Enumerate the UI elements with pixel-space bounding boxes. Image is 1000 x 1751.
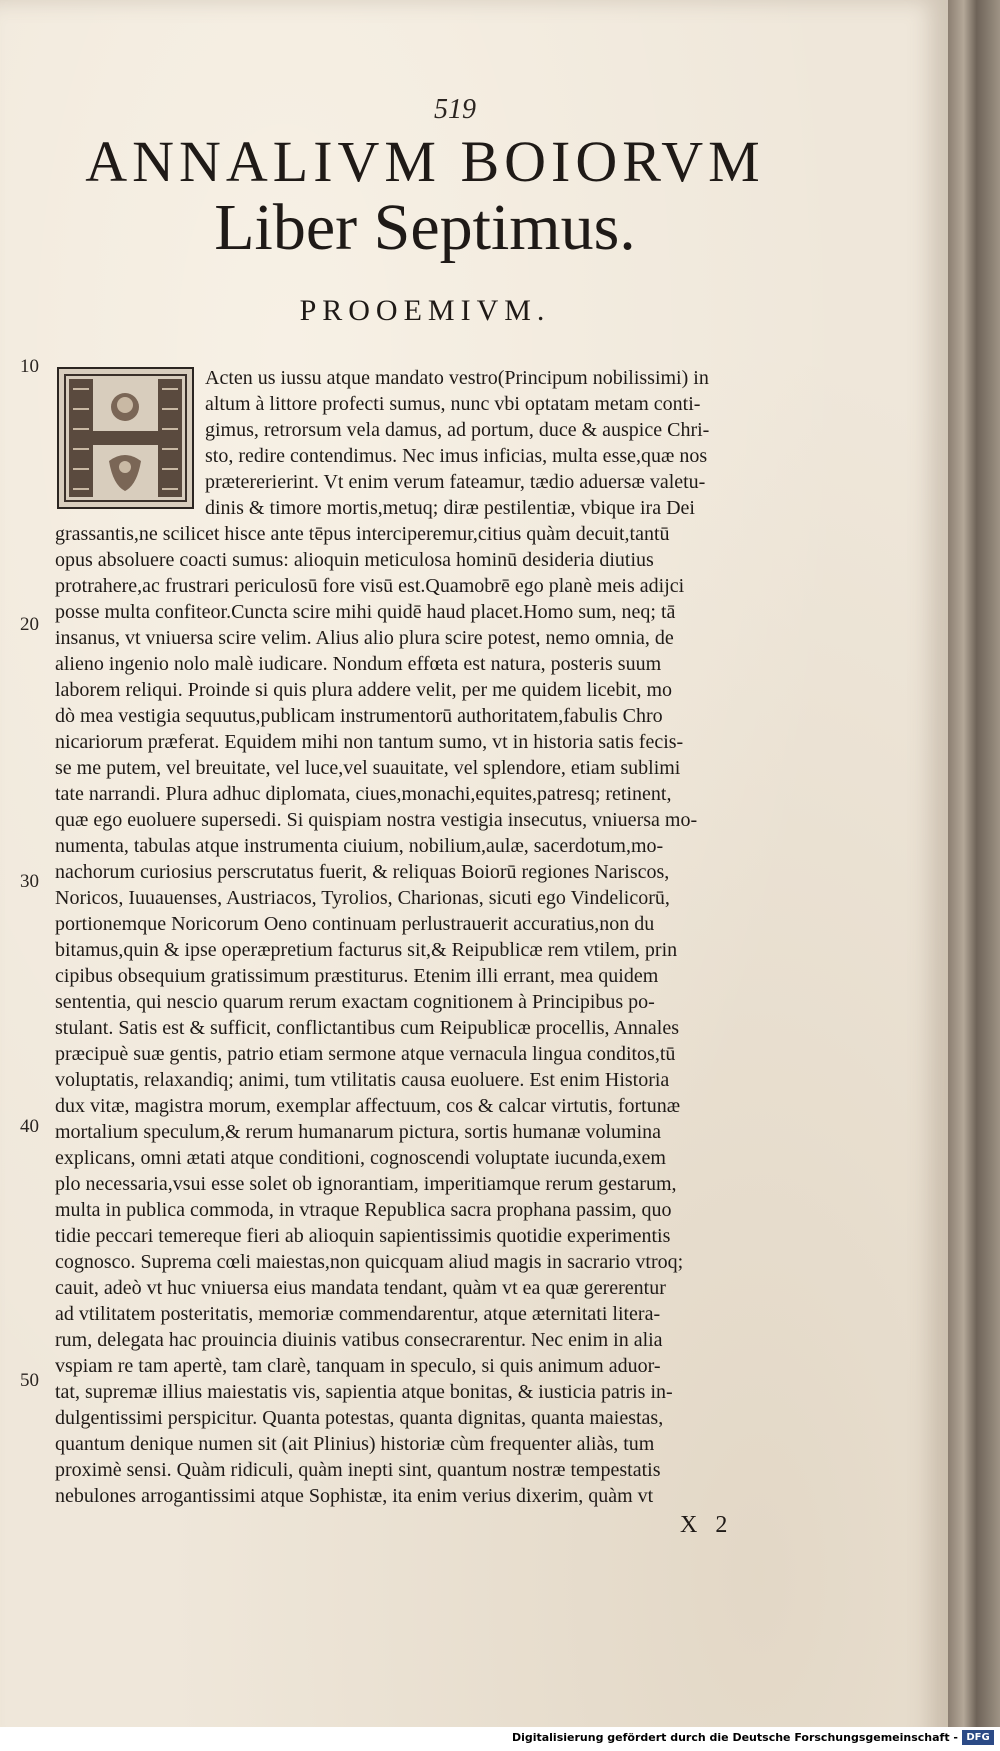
text-line: Noricos, Iuuauenses, Austriacos, Tyrolios, Charionas, sicuti ego Vindelicorū, (55, 887, 670, 909)
text-line: dinis & timore mortis,metuq; diræ pestilentiæ, vbique ira Dei (205, 497, 695, 519)
text-line: ad vtilitatem posteritatis, memoriæ commendarentur, atque æternitati litera- (55, 1303, 661, 1325)
margin-line-number: 10 (20, 356, 39, 377)
page-edge (948, 0, 1000, 1751)
text-line: bitamus,quin & ipse operæpretium facturus sit,& Reipublicæ rem vtilem, prin (55, 939, 678, 961)
text-line: portionemque Noricorum Oeno continuam perlustrauerit accuratius,non du (55, 913, 655, 935)
text-line: tidie peccari temereque fieri ab alioquin sapientissimis quotidie experimentis (55, 1225, 671, 1247)
text-line: protrahere,ac frustrari periculosū fore visū est.Quamobrē ego planè meis adijci (55, 575, 685, 597)
text-line: nachorum curiosius perscrutatus fuerit, & reliquas Boiorū regiones Nariscos, (55, 861, 670, 883)
section-heading: PROOEMIVM. (299, 294, 551, 327)
text-line: laborem reliqui. Proinde si quis plura addere velit, per me quidem licebit, mo (55, 679, 673, 701)
text-line: alieno ingenio nolo malè iudicare. Nondum effœta est natura, posteris suum (55, 653, 662, 675)
text-line: proximè sensi. Quàm ridiculi, quàm inepti sint, quantum nostræ tempestatis (55, 1459, 661, 1481)
text-line: nebulones arrogantissimi atque Sophistæ, ita enim verius dixerim, quàm vt (55, 1485, 654, 1507)
footer-credit: Digitalisierung gefördert durch die Deutsche Forschungsgemeinschaft - (511, 1731, 958, 1744)
text-line: tate narrandi. Plura adhuc diplomata, ciues,monachi,equites,patresq; retinent, (55, 783, 672, 805)
text-line: dulgentissimi perspicitur. Quanta potestas, quanta dignitas, quanta maiestas, (55, 1407, 664, 1429)
text-line: vspiam re tam apertè, tam clarè, tanquam in speculo, si quis animum aduor- (55, 1355, 661, 1377)
text-line: Acten us iussu atque mandato vestro(Principum nobilissimi) in (205, 367, 709, 389)
margin-line-number: 40 (20, 1116, 39, 1137)
margin-line-number: 50 (20, 1370, 39, 1391)
text-line: cognosco. Suprema cœli maiestas,non quicquam aliud magis in sacrario vtroq; (55, 1251, 684, 1273)
text-line: gimus, retrorsum vela damus, ad portum, duce & auspice Chri- (205, 419, 710, 441)
dfg-logo: DFG (962, 1730, 994, 1745)
text-line: mortalium speculum,& rerum humanarum pictura, sortis humanæ volumina (55, 1121, 661, 1143)
text-line: insanus, vt vniuersa scire velim. Alius alio plura scire potest, nemo omnia, de (55, 627, 674, 649)
text-line: sententia, qui nescio quarum rerum exactam cognitionem à Principibus po- (55, 991, 655, 1013)
book-title: ANNALIVM BOIORVM (85, 129, 765, 194)
text-line: multa in publica commoda, in vtraque Republica sacra prophana passim, quo (55, 1199, 672, 1221)
text-line: numenta, tabulas atque instrumenta ciuium, nobilium,aulæ, sacerdotum,mo- (55, 835, 664, 857)
text-line: dux vitæ, magistra morum, exemplar affectuum, cos & calcar virtutis, fortunæ (55, 1095, 681, 1117)
page-number: 519 (434, 94, 476, 125)
text-line: se me putem, vel breuitate, vel luce,vel suauitate, vel splendore, etiam sublimi (55, 757, 681, 779)
book-subtitle: Liber Septimus. (214, 191, 636, 264)
text-line: cauit, adeò vt huc vniuersa eius mandata tendant, quàm vt ea quæ gererentur (55, 1277, 666, 1299)
text-line: opus absoluere coacti sumus: alioquin meticulosa hominū desideria diutius (55, 549, 654, 571)
text-line: grassantis,ne scilicet hisce ante tēpus interciperemur,citius quàm decuit,tantū (55, 523, 670, 545)
text-line: dò mea vestigia sequutus,publicam instrumentorū authoritatem,fabulis Chro (55, 705, 663, 727)
text-line: quæ ego euoluere supersedi. Si quispiam nostra vestigia insecutus, vniuersa mo- (55, 809, 698, 831)
text-line: stulant. Satis est & sufficit, conflictantibus cum Reipublicæ procellis, Annales (55, 1017, 679, 1039)
text-line: sto, redire contendimus. Nec imus inficias, multa esse,quæ nos (205, 445, 708, 467)
text-line: posse multa confiteor.Cuncta scire mihi quidē haud placet.Homo sum, neq; tā (55, 601, 676, 623)
text-line: voluptatis, relaxandiq; animi, tum vtilitatis causa euoluere. Est enim Historia (55, 1069, 670, 1091)
text-line: tat, supremæ illius maiestatis vis, sapientia atque bonitas, & iusticia patris in- (55, 1381, 673, 1403)
initial-ornament (59, 369, 192, 507)
text-line: plo necessaria,vsui esse solet ob ignorantiam, imperitiamque rerum gestarum, (55, 1173, 677, 1195)
signature-mark: X 2 (680, 1512, 734, 1538)
decorated-initial (57, 367, 194, 509)
text-line: præcipuè suæ gentis, patrio etiam sermone atque vernacula lingua conditos,tū (55, 1043, 676, 1065)
text-line: quantum denique numen sit (ait Plinius) historiæ cùm frequenter aliàs, tum (55, 1433, 655, 1455)
text-line: rum, delegata hac prouincia diuinis vatibus consecrarentur. Nec enim in alia (55, 1329, 663, 1351)
text-line: prætererierint. Vt enim verum fateamur, tædio aduersæ valetu- (205, 471, 706, 493)
text-line: cipibus obsequium gratissimum præstiturus. Etenim illi errant, mea quidem (55, 965, 659, 987)
text-line: explicans, omni ætati atque conditioni, cognoscendi voluptate iucunda,exem (55, 1147, 666, 1169)
text-line: nicariorum præferat. Equidem mihi non tantum sumo, vt in historia satis fecis- (55, 731, 684, 753)
margin-line-number: 20 (20, 614, 39, 635)
text-line: altum à littore profecti sumus, nunc vbi optatam metam conti- (205, 393, 701, 415)
margin-line-number: 30 (20, 871, 39, 892)
